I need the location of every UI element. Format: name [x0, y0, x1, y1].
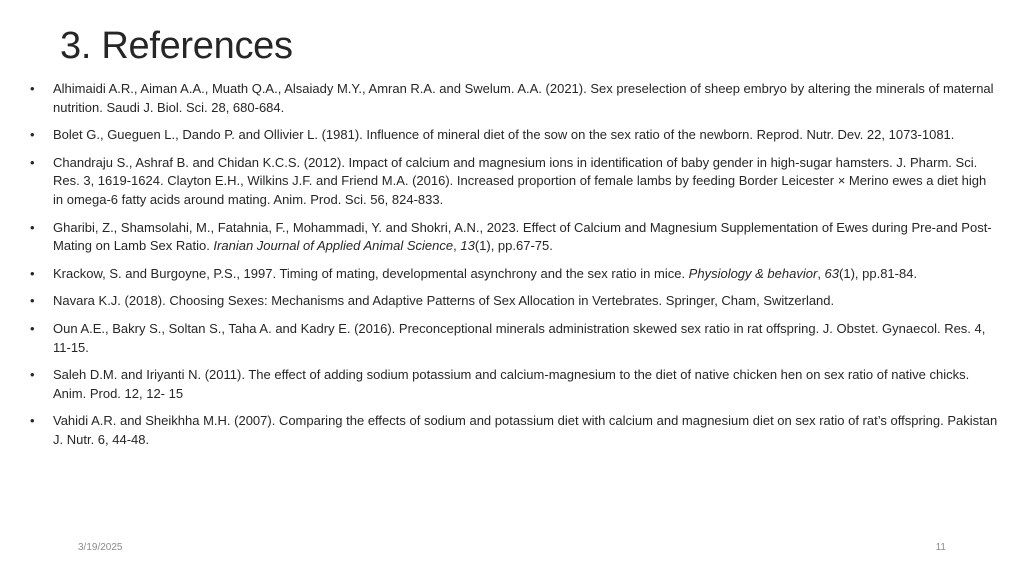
- reference-text: Saleh D.M. and Iriyanti N. (2011). The effect of adding sodium potassium and calcium-magnesium to the diet of native chicken hen on sex ratio of native chicks. Anim. Prod. 12, 12- 15: [53, 367, 970, 401]
- slide-title: 3. References: [60, 25, 293, 67]
- bullet-icon: •: [30, 320, 35, 336]
- bullet-icon: •: [30, 367, 35, 383]
- bullet-icon: •: [30, 293, 35, 309]
- bullet-icon: •: [30, 265, 35, 281]
- slide-number: 11: [935, 542, 946, 553]
- reference-separator: ,: [453, 238, 461, 254]
- reference-item: [30, 366, 998, 403]
- reference-text: Oun A.E., Bakry S., Soltan S., Taha A. and Kadry E. (2016). Preconceptional minerals administration skewed sex ratio in rat offspring. J. Obstet. Gynaecol. Res. 4, 11-15.: [53, 320, 986, 355]
- reference-journal: Iranian Journal of Applied Animal Science: [213, 238, 454, 254]
- bullet-icon: •: [30, 81, 35, 96]
- reference-item: [30, 80, 998, 117]
- bullet-icon: •: [30, 127, 35, 143]
- reference-item: [30, 154, 998, 210]
- reference-list: [30, 80, 998, 459]
- reference-separator: ,: [817, 265, 825, 281]
- reference-text: Krackow, S. and Burgoyne, P.S., 1997. Timing of mating, developmental asynchrony and the sex ratio in mice.: [53, 265, 689, 281]
- reference-journal: Physiology & behavior: [688, 265, 818, 281]
- reference-text: Navara K.J. (2018). Choosing Sexes: Mechanisms and Adaptive Patterns of Sex Allocation in Vertebrates. Springer, Cham, Switzerland.: [53, 293, 835, 309]
- reference-text: Bolet G., Gueguen L., Dando P. and Ollivier L. (1981). Influence of mineral diet of the sow on the sex ratio of the newborn. Reprod. Nutr. Dev. 22, 1073-1081.: [53, 127, 955, 143]
- reference-item: [30, 320, 998, 357]
- footer-date: 3/19/2025: [78, 542, 123, 553]
- reference-item: [30, 219, 998, 256]
- bullet-icon: •: [30, 413, 35, 429]
- reference-item: [30, 265, 998, 284]
- reference-pages: (1), pp.67-75.: [474, 238, 553, 254]
- reference-text: Chandraju S., Ashraf B. and Chidan K.C.S. (2012). Impact of calcium and magnesium ions in identification of baby gender in high-sugar hamsters. J. Pharm. Sci. Res. 3, 1619-1624. Clayton E.H., Wilkins J.F. and Friend M.A. (2016). Increased proportion of female lambs by feeding Border Leicester × Merino ewes a diet high in omega-6 fatty acids around mating. Anim. Prod. Sci. 56, 824-833.: [53, 154, 987, 207]
- reference-pages: (1), pp.81-84.: [839, 265, 918, 281]
- reference-item: [30, 126, 998, 145]
- bullet-icon: •: [30, 219, 35, 235]
- reference-text: Vahidi A.R. and Sheikhha M.H. (2007). Comparing the effects of sodium and potassium diet with calcium and magnesium diet on sex ratio of rat’s offspring. Pakistan J. Nutr. 6, 44-48.: [53, 413, 998, 447]
- bullet-icon: •: [30, 154, 35, 170]
- reference-item: [30, 412, 998, 449]
- reference-volume: 63: [824, 265, 840, 281]
- reference-item: [30, 292, 998, 311]
- reference-text: Gharibi, Z., Shamsolahi, M., Fatahnia, F., Mohammadi, Y. and Shokri, A.N., 2023. Effect of Calcium and Magnesium Supplementation of Ewes during Pre-and Post-Mating on Lamb Sex Ratio.: [53, 219, 992, 254]
- reference-text: Alhimaidi A.R., Aiman A.A., Muath Q.A., Alsaiady M.Y., Amran R.A. and Swelum. A.A. (2021). Sex preselection of sheep embryo by altering the minerals of maternal nutrition. Saudi J. Biol. Sci. 28, 680-684.: [53, 81, 994, 115]
- reference-volume: 13: [460, 238, 475, 254]
